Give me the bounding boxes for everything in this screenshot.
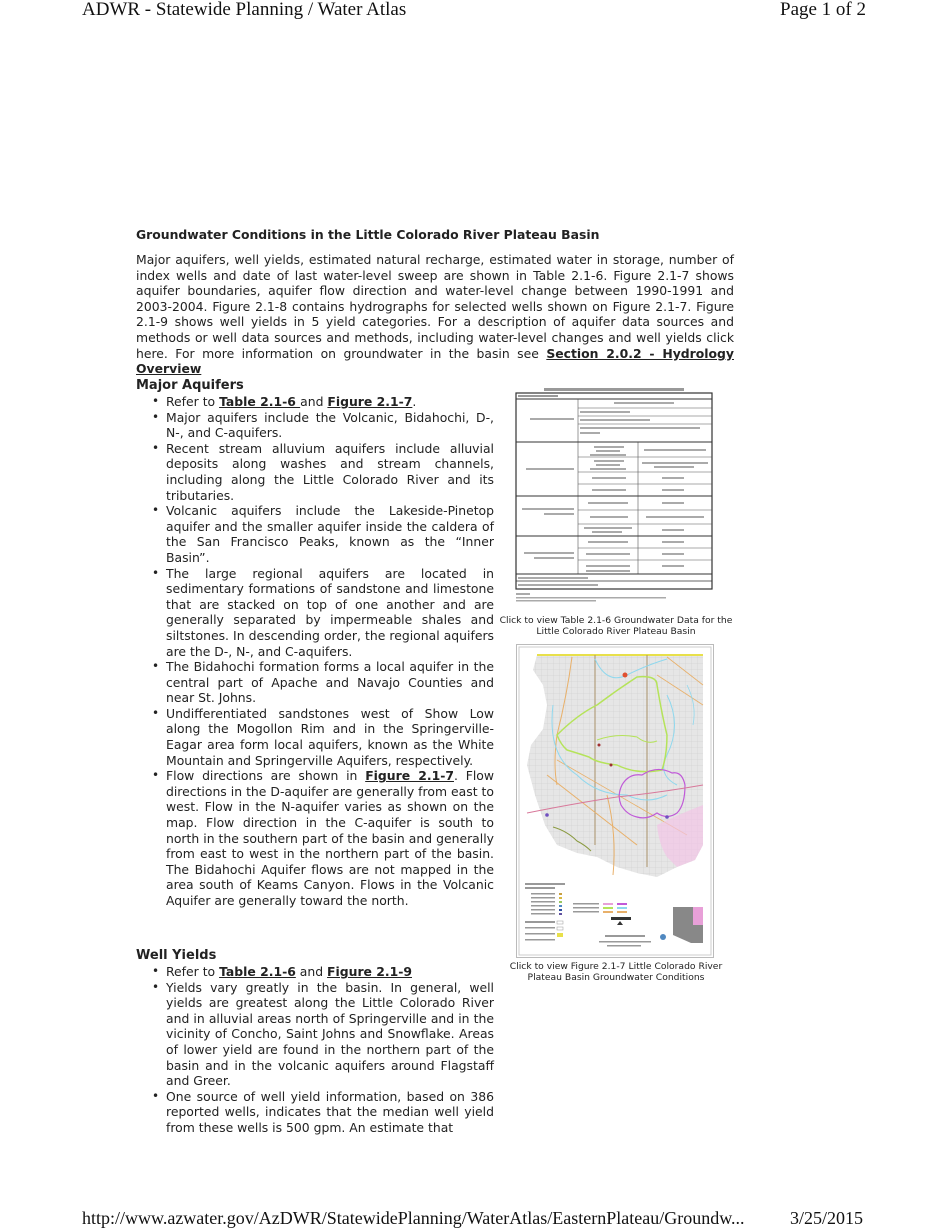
flow-prefix: Flow directions are shown in — [166, 768, 366, 784]
print-footer-url: http://www.azwater.gov/AzDWR/StatewidePlanning/WaterAtlas/EasternPlateau/Groundw... — [82, 1208, 745, 1228]
list-item: • The Bidahochi formation forms a local aquifer in the central part of Apache and Navajo Counties and near St. Johns. — [166, 659, 494, 706]
refer-text: Refer to — [166, 964, 220, 979]
table-2-1-6-link-yields[interactable]: Table 2.1-6 — [219, 964, 296, 979]
major-aquifers-heading: Major Aquifers — [136, 378, 244, 393]
list-item: • Recent stream alluvium aquifers include alluvial deposits along washes and stream channels, including along the Little Colorado River and its tributaries. — [166, 441, 494, 503]
table-2-1-6-caption-link[interactable]: Click to view Table 2.1-6 Groundwater Data for the Little Colorado River Plateau Basin — [499, 615, 733, 637]
refer-and-text: and — [300, 394, 328, 409]
print-header-title: ADWR - Statewide Planning / Water Atlas — [82, 0, 407, 20]
figure-2-1-7-caption-link[interactable]: Click to view Figure 2.1-7 Little Colorado River Plateau Basin Groundwater Conditions — [509, 961, 723, 983]
print-footer-date: 3/25/2015 — [790, 1208, 864, 1228]
major-aquifers-section — [136, 378, 494, 909]
intro-text: Major aquifers, well yields, estimated natural recharge, estimated water in storage, number of index wells and date of last water-level sweep are shown in Table 2.1-6. Figure 2.1-7 shows aquifer boundaries, aquifer flow direction and water-level change between 1990-1991 and 2003-2004. Figure 2.1-8 contains hydrographs for selected wells shown on Figure 2.1-7. Figure 2.1-9 shows well yields in 5 yield categories. For a description of aquifer data sources and methods or well data sources and methods, including water-level changes and well yields click here. For more information on groundwater in the basin see — [136, 252, 734, 361]
flow-text: . Flow directions in the D-aquifer are generally from east to west. Flow in the N-aquifer varies as shown on the map. Flow direction in the C-aquifer is south to north in the southern part of the basin and generally from east to west in the northern part of the basin. The Bidahochi Aquifer flows are not mapped in the area south of Keams Canyon. Flows in the Volcanic Aquifer are generally toward the north. — [166, 768, 494, 908]
well-yields-heading: Well Yields — [136, 948, 217, 963]
list-item: • The large regional aquifers are located in sedimentary formations of sandstone and limestone that are stacked on top of one another and are generally separated by impermeable shales and siltstones. In descending order, the regional aquifers are the D-, N-, and C-aquifers. — [166, 566, 494, 660]
list-item: • Yields vary greatly in the basin. In general, well yields are greatest along the Little Colorado River and in alluvial areas north of Springerville and in the vicinity of Concho, Saint Johns and Snowflake. Areas of lower yield are found in the northern part of the basin and in the volcanic aquifers around Flagstaff and Greer. — [166, 980, 494, 1089]
figure-2-1-7-link-flow[interactable]: Figure 2.1-7 — [365, 768, 454, 784]
list-item: • One source of well yield information, based on 386 reported wells, indicates that the median well yield from these wells is 500 gpm. An estimate that — [166, 1089, 494, 1136]
refer-text: Refer to — [166, 394, 220, 409]
list-item — [166, 394, 494, 410]
table-thumbnail-graphic — [514, 388, 714, 606]
article-intro — [136, 227, 734, 377]
article-title: Groundwater Conditions in the Little Colorado River Plateau Basin — [136, 227, 600, 242]
map-thumbnail-graphic — [517, 645, 713, 957]
well-yields-section — [136, 948, 494, 1136]
refer-and-text: and — [295, 964, 328, 979]
print-page-number: Page 1 of 2 — [780, 0, 867, 20]
list-item: • Major aquifers include the Volcanic, Bidahochi, D-, N-, and C-aquifers. — [166, 410, 494, 441]
well-yields-list — [136, 964, 494, 1136]
figure-2-1-9-link[interactable]: Figure 2.1-9 — [327, 964, 412, 979]
list-item — [166, 964, 494, 980]
hydrology-overview-link[interactable]: Section 2.0.2 - Hydrology Overview — [136, 345, 734, 377]
list-item: • Volcanic aquifers include the Lakeside-Pinetop aquifer and the smaller aquifer inside the caldera of the San Francisco Peaks, known as the “Inner Basin”. — [166, 503, 494, 565]
figure-2-1-7-link[interactable]: Figure 2.1-7 — [327, 394, 413, 409]
refer-period: . — [412, 394, 417, 409]
table-2-1-6-link[interactable]: Table 2.1-6 — [219, 394, 301, 409]
list-item — [166, 768, 494, 908]
major-aquifers-list — [136, 394, 494, 909]
intro-paragraph — [136, 252, 734, 377]
figure-2-1-7-thumbnail[interactable] — [516, 644, 714, 958]
list-item: • Undifferentiated sandstones west of Show Low along the Mogollon Rim and in the Springerville-Eagar area form local aquifers, known as the White Mountain and Springerville Aquifers, respectively. — [166, 706, 494, 768]
table-2-1-6-thumbnail[interactable] — [514, 388, 714, 606]
